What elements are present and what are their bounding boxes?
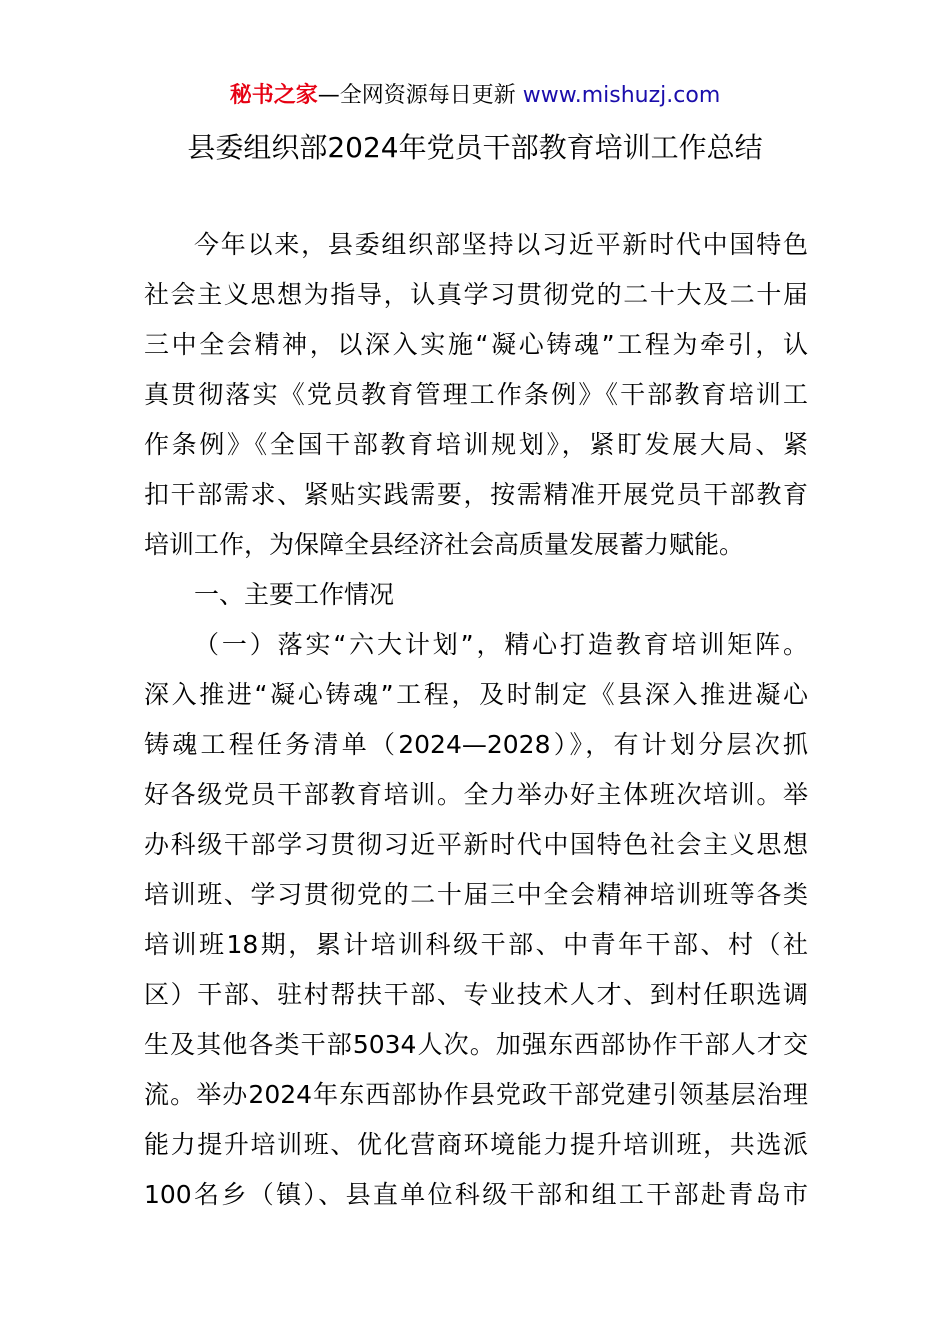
document-title: 县委组织部2024年党员干部教育培训工作总结 <box>187 131 763 164</box>
subsection-heading: （一）落实“六大计划”，精心打造教育培训矩阵。 <box>194 630 808 659</box>
paragraph-line: 培训班18期，累计培训科级干部、中青年干部、村（社 <box>144 930 808 959</box>
paragraph-line: 真贯彻落实《党员教育管理工作条例》《干部教育培训工 <box>144 380 808 409</box>
paragraph-line: 三中全会精神，以深入实施“凝心铸魂”工程为牵引，认 <box>144 330 808 359</box>
paragraph-line: 作条例》《全国干部教育培训规划》，紧盯发展大局、紧 <box>144 430 808 459</box>
document-body <box>144 220 808 1220</box>
paragraph-line: 能力提升培训班、优化营商环境能力提升培训班，共选派 <box>144 1130 808 1159</box>
site-tagline: —全网资源每日更新 <box>317 83 516 108</box>
paragraph-line: 深入推进“凝心铸魂”工程，及时制定《县深入推进凝心 <box>144 680 808 709</box>
paragraph-line: 铸魂工程任务清单（2024—2028）》，有计划分层次抓 <box>144 730 808 759</box>
paragraph-line: 培训工作，为保障全县经济社会高质量发展蓄力赋能。 <box>144 530 745 559</box>
section-heading: 一、主要工作情况 <box>194 580 395 609</box>
paragraph-line: 培训班、学习贯彻党的二十届三中全会精神培训班等各类 <box>144 880 808 909</box>
paragraph-line: 生及其他各类干部5034人次。加强东西部协作干部人才交 <box>144 1030 808 1059</box>
site-url-link[interactable]: www.mishuzj.com <box>522 83 721 108</box>
paragraph-line: 区）干部、驻村帮扶干部、专业技术人才、到村任职选调 <box>144 980 808 1009</box>
site-header <box>0 80 950 112</box>
paragraph-line: 今年以来，县委组织部坚持以习近平新时代中国特色 <box>194 230 808 259</box>
paragraph-line: 社会主义思想为指导，认真学习贯彻党的二十大及二十届 <box>144 280 808 309</box>
paragraph-line: 办科级干部学习贯彻习近平新时代中国特色社会主义思想 <box>144 830 808 859</box>
paragraph-line: 流。举办2024年东西部协作县党政干部党建引领基层治理 <box>144 1080 808 1109</box>
paragraph-line: 100名乡（镇）、县直单位科级干部和组工干部赴青岛市 <box>144 1180 808 1209</box>
site-brand: 秘书之家 <box>229 83 318 108</box>
paragraph-line: 好各级党员干部教育培训。全力举办好主体班次培训。举 <box>144 780 808 809</box>
paragraph-line: 扣干部需求、紧贴实践需要，按需精准开展党员干部教育 <box>144 480 808 509</box>
